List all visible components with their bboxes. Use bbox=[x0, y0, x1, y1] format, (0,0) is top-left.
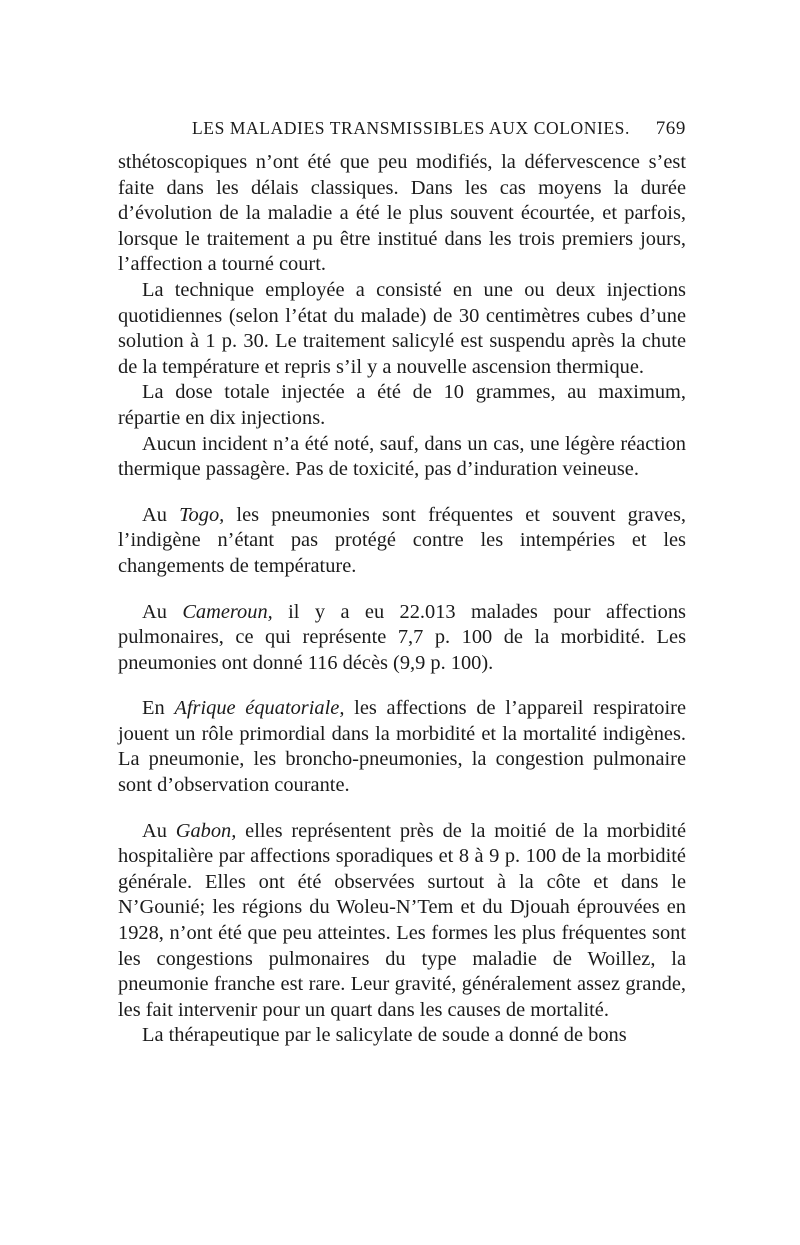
place-name: Togo, bbox=[179, 503, 225, 526]
paragraph-text: La technique employée a consisté en une ou deux injections quotidiennes (selon l’état du malade) de 30 centimètres cubes d’une solution à 1 p. 30. Le traitement salicylé est suspendu après la chute de la température et repris s’il y a nouvelle ascension thermique. bbox=[118, 278, 686, 378]
paragraph-technique bbox=[118, 278, 686, 380]
paragraph-continuation bbox=[118, 150, 686, 278]
paragraph-dose bbox=[118, 380, 686, 431]
paragraph-therapeutique bbox=[118, 1023, 686, 1049]
body-text bbox=[118, 150, 686, 1049]
paragraph-text: il y a eu 22.013 malades pour affections pulmonaires, ce qui représente 7,7 p. 100 de la morbidité. Les pneumonies ont donné 116 décès (9,9 p. 100). bbox=[118, 600, 686, 674]
paragraph-lead: Au bbox=[142, 600, 183, 623]
paragraph-text: elles représentent près de la moitié de la morbidité hospitalière par affections sporadiques et 8 à 9 p. 100 de la morbidité générale. Elles ont été observées surtout à la côte et dans le N’Gounié; les régions du Woleu-N’Tem et du Djouah éprouvées en 1928, n’ont été que peu atteintes. Les formes les plus fréquentes sont les congestions pulmonaires du type maladie de Woillez, la pneumonie franche est rare. Leur gravité, généralement assez grande, les fait intervenir pour un quart dans les causes de mortalité. bbox=[118, 819, 686, 1021]
paragraph-text: La thérapeutique par le salicylate de soude a donné de bons bbox=[142, 1024, 627, 1047]
paragraph-text: les pneumonies sont fréquentes et souvent graves, l’indigène n’étant pas protégé contre les intempéries et les changements de température. bbox=[118, 503, 686, 577]
page-number: 769 bbox=[655, 118, 686, 139]
paragraph-incident bbox=[118, 432, 686, 483]
paragraph-text: les affections de l’appareil respiratoire jouent un rôle primordial dans la morbidité et la mortalité indigènes. La pneumonie, les broncho-pneumonies, la congestion pulmonaire sont d’observation courante. bbox=[118, 697, 687, 797]
paragraph-lead: Au bbox=[142, 503, 180, 526]
paragraph-lead: Au bbox=[142, 819, 176, 842]
paragraph-cameroun bbox=[118, 600, 686, 677]
place-name: Afrique équatoriale, bbox=[174, 697, 345, 720]
running-title: LES MALADIES TRANSMISSIBLES AUX COLONIES. bbox=[192, 118, 630, 138]
place-name: Cameroun, bbox=[182, 600, 273, 623]
place-name: Gabon, bbox=[175, 819, 237, 842]
paragraph-afrique-equatoriale bbox=[118, 696, 686, 798]
running-head bbox=[118, 118, 686, 146]
paragraph-lead: En bbox=[142, 697, 175, 720]
paragraph-text: La dose totale injectée a été de 10 grammes, au maximum, répartie en dix injections. bbox=[118, 381, 686, 429]
paragraph-text: sthétoscopiques n’ont été que peu modifiés, la défervescence s’est faite dans les délais classiques. Dans les cas moyens la durée d’évolution de la maladie a été le plus souvent écourtée, et parfois, lorsque le traitement a pu être institué dans les trois premiers jours, l’affection a tourné court. bbox=[118, 151, 686, 276]
paragraph-text: Aucun incident n’a été noté, sauf, dans un cas, une légère réaction thermique passagère. Pas de toxicité, pas d’induration veineuse. bbox=[118, 432, 686, 481]
paragraph-gabon bbox=[118, 819, 686, 1024]
paragraph-togo bbox=[118, 503, 686, 580]
